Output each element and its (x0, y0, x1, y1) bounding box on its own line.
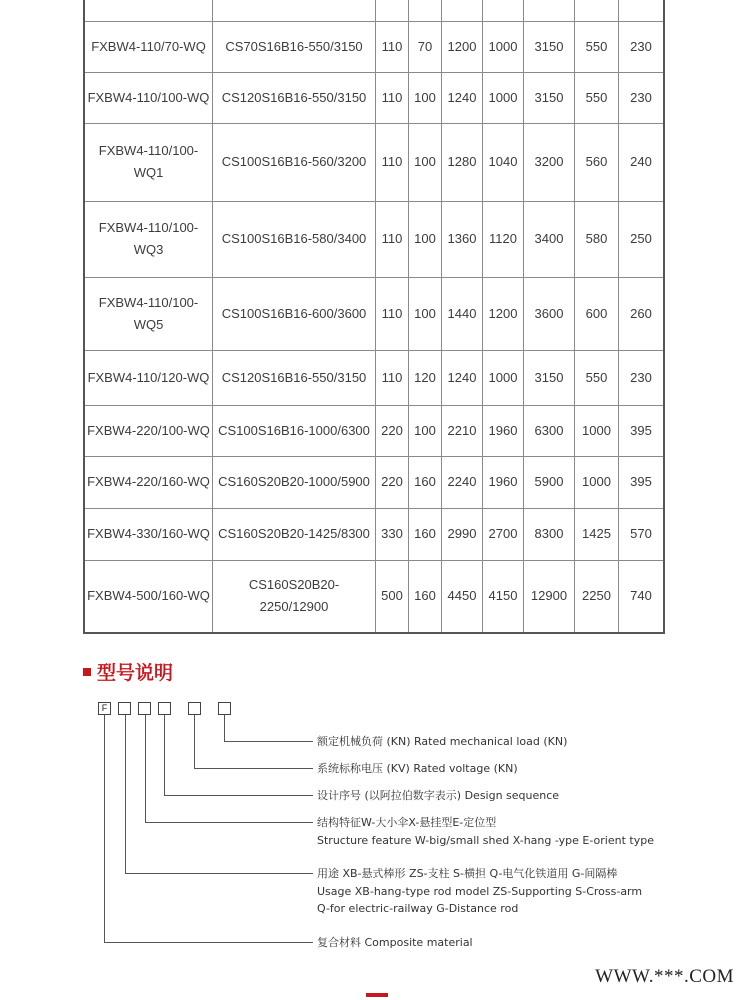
title-marker (83, 668, 91, 676)
label-line: 额定机械负荷 (KN) Rated mechanical load (KN) (317, 735, 568, 748)
table-cell: CS120S16B16-550/3150 (213, 350, 376, 405)
table-cell: 1040 (483, 123, 524, 201)
table-cell: 550 (575, 72, 619, 123)
table-cell: 1000 (483, 350, 524, 405)
table-cell: 1000 (575, 405, 619, 456)
table-row (84, 123, 664, 201)
table-cell: 1200 (483, 277, 524, 350)
table-cell: CS100S16B16-560/3200 (213, 123, 376, 201)
table-cell: 1200 (442, 21, 483, 72)
table-cell: FXBW4-220/100-WQ (84, 405, 213, 456)
table-cell: 70 (409, 21, 442, 72)
leader-material-h (104, 942, 313, 943)
table-cell: 2250 (575, 560, 619, 633)
table-cell: 100 (409, 405, 442, 456)
table-cell: 100 (409, 201, 442, 277)
table-cell: 1000 (483, 21, 524, 72)
table-row (84, 350, 664, 405)
table-cell: 330 (376, 508, 409, 560)
label-line: 结构特征W-大小伞X-悬挂型E-定位型 (317, 816, 497, 829)
label-line: Structure feature W-big/small shed X-hang -ype E-orient type (317, 833, 654, 847)
table-cell: 395 (619, 456, 665, 508)
table-cell: 2700 (483, 508, 524, 560)
label-line: 用途 XB-悬式棒形 ZS-支柱 S-横担 Q-电气化铁道用 G-间隔棒 (317, 867, 618, 880)
table-cell: FXBW4-110/100- WQ1 (84, 123, 213, 201)
table-cell: 570 (619, 508, 665, 560)
table-cell: 100 (409, 123, 442, 201)
table-cell (213, 0, 376, 21)
label-line: 设计序号 (以阿拉伯数字表示) Design sequence (317, 789, 560, 802)
table-cell: 100 (409, 277, 442, 350)
label-rated-load (317, 733, 567, 751)
leader-structure-v (145, 715, 146, 823)
table-cell: 580 (575, 201, 619, 277)
label-line: 系统标称电压 (KV) Rated voltage (KN) (317, 762, 518, 775)
table-cell (442, 0, 483, 21)
table-cell: 3150 (524, 72, 575, 123)
footer-accent-bar (366, 993, 388, 997)
table-cell: 1240 (442, 350, 483, 405)
leader-load-v (224, 715, 225, 742)
table-cell: CS160S20B20- 2250/12900 (213, 560, 376, 633)
table-cell: 1120 (483, 201, 524, 277)
table-cell: 1440 (442, 277, 483, 350)
table-cell (84, 0, 213, 21)
table-cell: 3400 (524, 201, 575, 277)
leader-sequence-h (164, 795, 313, 796)
table-cell: 3600 (524, 277, 575, 350)
table-cell: 240 (619, 123, 665, 201)
table-cell: 2990 (442, 508, 483, 560)
table-cell: 230 (619, 21, 665, 72)
table-cell (524, 0, 575, 21)
label-line: Q-for electric-railway G-Distance rod (317, 902, 519, 915)
spec-table (83, 0, 665, 634)
table-cell: CS100S16B16-1000/6300 (213, 405, 376, 456)
table-cell: 1000 (483, 72, 524, 123)
table-cell: 2240 (442, 456, 483, 508)
code-box-usage (118, 702, 131, 715)
table-cell: 2210 (442, 405, 483, 456)
table-cell: 110 (376, 123, 409, 201)
table-cell: 250 (619, 201, 665, 277)
table-cell (409, 0, 442, 21)
table-cell: 160 (409, 560, 442, 633)
table-cell: 230 (619, 72, 665, 123)
leader-sequence-v (164, 715, 165, 796)
table-row (84, 72, 664, 123)
code-box-structure (138, 702, 151, 715)
table-cell: 110 (376, 350, 409, 405)
table-cell (376, 0, 409, 21)
table-cell: 560 (575, 123, 619, 201)
table-cell: CS160S20B20-1000/5900 (213, 456, 376, 508)
table-cell: FXBW4-110/100- WQ5 (84, 277, 213, 350)
table-cell: 1960 (483, 405, 524, 456)
table-cell: 1960 (483, 456, 524, 508)
table-row (84, 560, 664, 633)
table-cell: 740 (619, 560, 665, 633)
table-cell: FXBW4-220/160-WQ (84, 456, 213, 508)
table-cell: 550 (575, 21, 619, 72)
table-cell: 3150 (524, 350, 575, 405)
table-cell: 100 (409, 72, 442, 123)
label-design-sequence (317, 787, 559, 805)
table-cell: FXBW4-500/160-WQ (84, 560, 213, 633)
label-composite-material (317, 934, 473, 952)
table-row (84, 456, 664, 508)
leader-usage-h (125, 873, 313, 874)
leader-voltage-v (194, 715, 195, 769)
table-cell: CS120S16B16-550/3150 (213, 72, 376, 123)
label-line: 复合材料 Composite material (317, 936, 473, 949)
table-cell: 12900 (524, 560, 575, 633)
label-structure-feature (317, 814, 654, 849)
table-cell: 160 (409, 508, 442, 560)
table-cell (575, 0, 619, 21)
label-usage (317, 865, 642, 918)
table-cell: 110 (376, 277, 409, 350)
table-row (84, 21, 664, 72)
table-cell: FXBW4-110/100- WQ3 (84, 201, 213, 277)
table-cell: 1280 (442, 123, 483, 201)
table-cell: 220 (376, 405, 409, 456)
table-cell: 6300 (524, 405, 575, 456)
table-row (84, 201, 664, 277)
table-cell: FXBW4-110/100-WQ (84, 72, 213, 123)
table-row (84, 405, 664, 456)
code-box-sequence (158, 702, 171, 715)
table-cell: 1240 (442, 72, 483, 123)
table-cell: 220 (376, 456, 409, 508)
table-cell: CS160S20B20-1425/8300 (213, 508, 376, 560)
table-cell: 110 (376, 21, 409, 72)
leader-load-h (224, 741, 313, 742)
table-cell: 5900 (524, 456, 575, 508)
label-rated-voltage (317, 760, 518, 778)
table-cell: 3150 (524, 21, 575, 72)
code-box-load (218, 702, 231, 715)
code-box-f: F (98, 702, 111, 715)
table-cell: 160 (409, 456, 442, 508)
table-cell: 500 (376, 560, 409, 633)
table-cell: 1425 (575, 508, 619, 560)
table-row (84, 0, 664, 21)
table-cell: 550 (575, 350, 619, 405)
leader-usage-v (125, 715, 126, 874)
table-cell: 230 (619, 350, 665, 405)
table-cell: CS100S16B16-600/3600 (213, 277, 376, 350)
table-cell (619, 0, 665, 21)
table-cell: FXBW4-110/70-WQ (84, 21, 213, 72)
watermark-text: WWW.***.COM (595, 966, 734, 987)
code-box-voltage (188, 702, 201, 715)
table-row (84, 508, 664, 560)
table-row (84, 277, 664, 350)
table-cell: 4450 (442, 560, 483, 633)
table-cell: 120 (409, 350, 442, 405)
label-line: Usage XB-hang-type rod model ZS-Supporting S-Cross-arm (317, 884, 643, 898)
table-cell: 110 (376, 72, 409, 123)
leader-voltage-h (194, 768, 313, 769)
table-cell: CS70S16B16-550/3150 (213, 21, 376, 72)
table-cell: 600 (575, 277, 619, 350)
table-cell (483, 0, 524, 21)
table-cell: CS100S16B16-580/3400 (213, 201, 376, 277)
table-cell: 110 (376, 201, 409, 277)
table-cell: FXBW4-330/160-WQ (84, 508, 213, 560)
model-section-title-text: 型号说明 (97, 662, 174, 684)
leader-material-v (104, 715, 105, 943)
table-cell: 1360 (442, 201, 483, 277)
table-cell: 1000 (575, 456, 619, 508)
model-section-title (83, 658, 173, 685)
table-cell: 8300 (524, 508, 575, 560)
leader-structure-h (145, 822, 313, 823)
table-cell: 4150 (483, 560, 524, 633)
table-cell: 395 (619, 405, 665, 456)
table-cell: FXBW4-110/120-WQ (84, 350, 213, 405)
table-cell: 260 (619, 277, 665, 350)
table-cell: 3200 (524, 123, 575, 201)
